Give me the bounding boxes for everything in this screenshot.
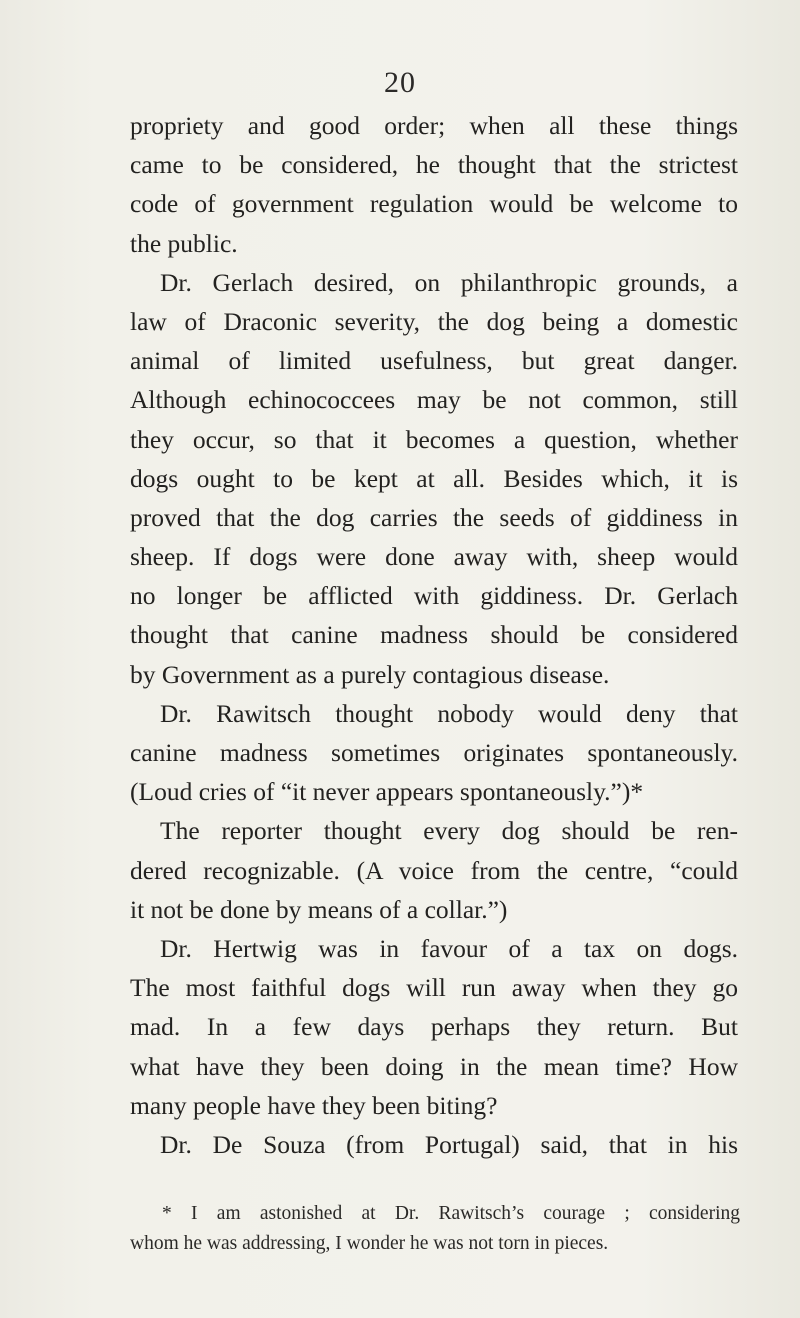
- text-line: no longer be afflicted with giddiness. Dr. Gerlach: [130, 581, 738, 611]
- text-line: proved that the dog carries the seeds of giddiness in: [130, 502, 738, 532]
- text-line: it not be done by means of a collar.”): [130, 894, 508, 924]
- text-line: The reporter thought every dog should be ren-: [160, 816, 738, 846]
- text-line: sheep. If dogs were done away with, sheep would: [130, 542, 738, 572]
- text-line: mad. In a few days perhaps they return. But: [130, 1012, 738, 1042]
- text-line: came to be considered, he thought that the strictest: [130, 150, 738, 180]
- text-line: they occur, so that it becomes a question, whether: [130, 424, 738, 454]
- footnote: [130, 1199, 740, 1259]
- footnote-line: * I am astonished at Dr. Rawitsch’s courage ; considering: [162, 1203, 740, 1224]
- text-line: (Loud cries of “it never appears spontaneously.”)*: [130, 777, 644, 807]
- text-line: animal of limited usefulness, but great danger.: [130, 346, 738, 376]
- text-line: thought that canine madness should be considered: [130, 620, 738, 650]
- text-line: law of Draconic severity, the dog being a domestic: [130, 306, 738, 336]
- text-line: code of government regulation would be welcome to: [130, 189, 738, 219]
- body-text: [130, 106, 738, 1164]
- text-line: many people have they been biting?: [130, 1090, 498, 1120]
- text-line: canine madness sometimes originates spontaneously.: [130, 738, 738, 768]
- text-line: Dr. Rawitsch thought nobody would deny that: [160, 698, 738, 728]
- text-line: The most faithful dogs will run away when they go: [130, 973, 738, 1003]
- page-number: 20: [384, 66, 416, 99]
- text-line: Dr. Hertwig was in favour of a tax on dogs.: [160, 934, 738, 963]
- text-line: Dr. Gerlach desired, on philanthropic grounds, a: [160, 267, 738, 297]
- text-line: dogs ought to be kept at all. Besides which, it is: [130, 463, 738, 493]
- text-line: dered recognizable. (A voice from the centre, “could: [130, 855, 738, 885]
- text-line: the public.: [130, 228, 238, 258]
- text-line: by Government as a purely contagious disease.: [130, 659, 610, 689]
- text-line: what have they been doing in the mean time? How: [130, 1051, 738, 1081]
- text-line: Dr. De Souza (from Portugal) said, that in his: [160, 1129, 738, 1159]
- footnote-line: whom he was addressing, I wonder he was not torn in pieces.: [130, 1233, 609, 1254]
- text-line: propriety and good order; when all these things: [130, 111, 738, 140]
- text-line: Although echinococcees may be not common, still: [130, 385, 738, 415]
